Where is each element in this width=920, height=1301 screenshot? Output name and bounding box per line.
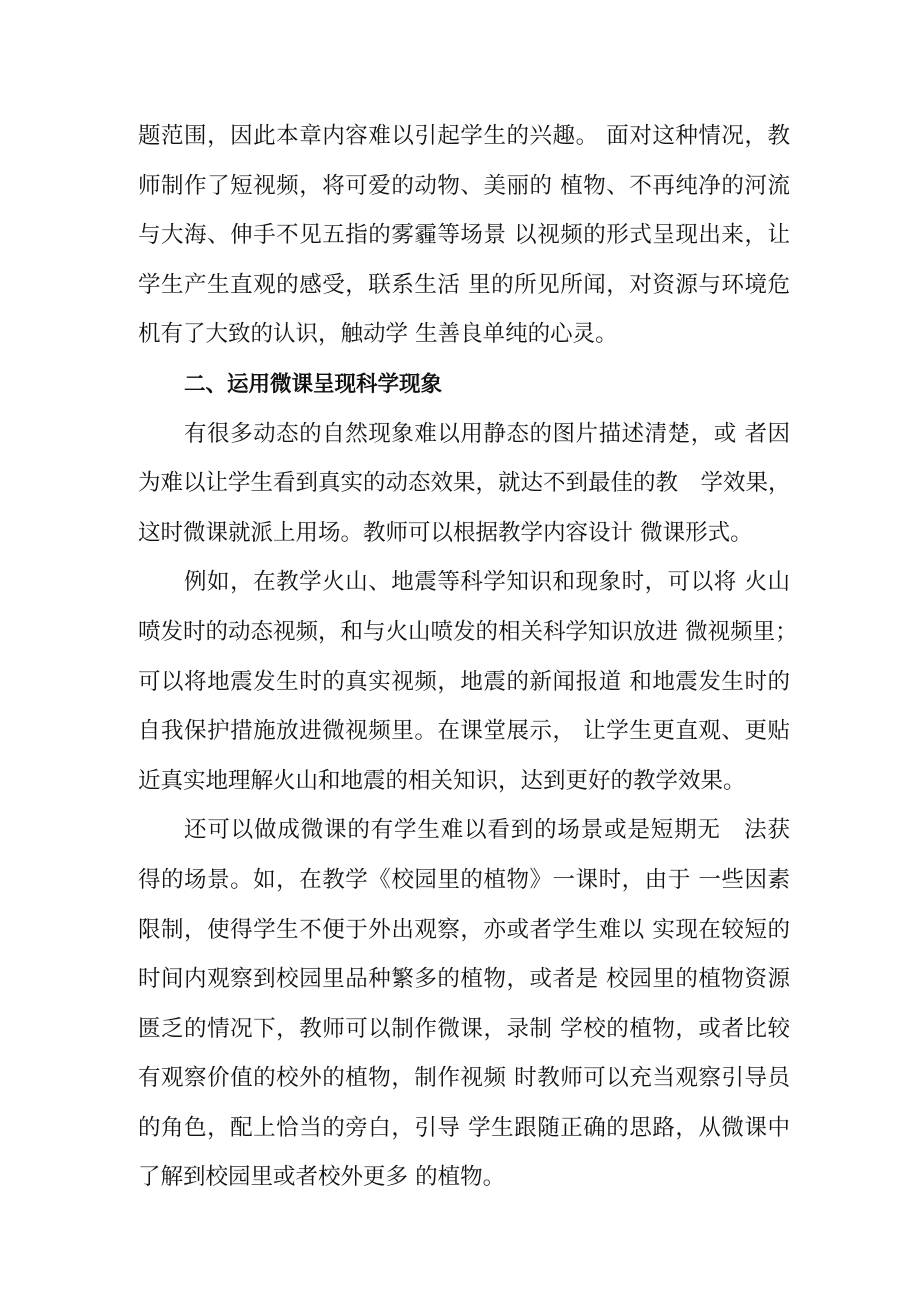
- text-line: 师制作了短视频，将可爱的动物、美丽的 植物、不再纯净的河流: [138, 172, 790, 199]
- text-line: 与大海、伸手不见五指的雾霾等场景 以视频的形式呈现出来，让: [138, 222, 790, 249]
- text-line: 有观察价值的校外的植物，制作视频 时教师可以充当观察引导员: [138, 1065, 790, 1092]
- text-line: 这时微课就派上用场。教师可以根据教学内容设计 微课形式。: [138, 519, 753, 546]
- text-line: 了解到校园里或者校外更多 的植物。: [138, 1164, 506, 1191]
- text-line: 还可以做成微课的有学生难以看到的场景或是短期无 法获: [184, 817, 790, 844]
- text-line: 喷发时的动态视频，和与火山喷发的相关科学知识放进 微视频里；: [138, 618, 798, 645]
- text-line: 可以将地震发生时的真实视频，地震的新闻报道 和地震发生时的: [138, 668, 790, 695]
- text-line: 得的场景。如，在教学《校园里的植物》一课时，由于 一些因素: [138, 866, 790, 893]
- text-line: 例如，在教学火山、地震等科学知识和现象时，可以将 火山: [184, 569, 790, 596]
- document-body: [138, 112, 798, 1203]
- text-line: 限制，使得学生不便于外出观察，亦或者学生难以 实现在较短的: [138, 916, 790, 943]
- text-line: 有很多动态的自然现象难以用静态的图片描述清楚，或 者因: [184, 420, 790, 447]
- text-line: 时间内观察到校园里品种繁多的植物，或者是 校园里的植物资源: [138, 966, 790, 993]
- text-line: 近真实地理解火山和地震的相关知识，达到更好的教学效果。: [138, 767, 746, 794]
- text-line: 机有了大致的认识，触动学 生善良单纯的心灵。: [138, 321, 618, 348]
- text-line: 的角色，配上恰当的旁白，引导 学生跟随正确的思路，从微课中: [138, 1114, 790, 1141]
- text-line: 为难以让学生看到真实的动态效果，就达不到最佳的教 学效果，: [138, 470, 791, 497]
- text-line: 匮乏的情况下，教师可以制作微课，录制 学校的植物，或者比较: [138, 1015, 790, 1042]
- text-line: 学生产生直观的感受，联系生活 里的所见所闻，对资源与环境危: [138, 271, 790, 298]
- section-heading: 二、运用微课呈现科学现象: [184, 371, 443, 397]
- text-line: 自我保护措施放进微视频里。在课堂展示， 让学生更直观、更贴: [138, 718, 790, 745]
- text-line: 题范围，因此本章内容难以引起学生的兴趣。 面对这种情况，教: [138, 123, 790, 149]
